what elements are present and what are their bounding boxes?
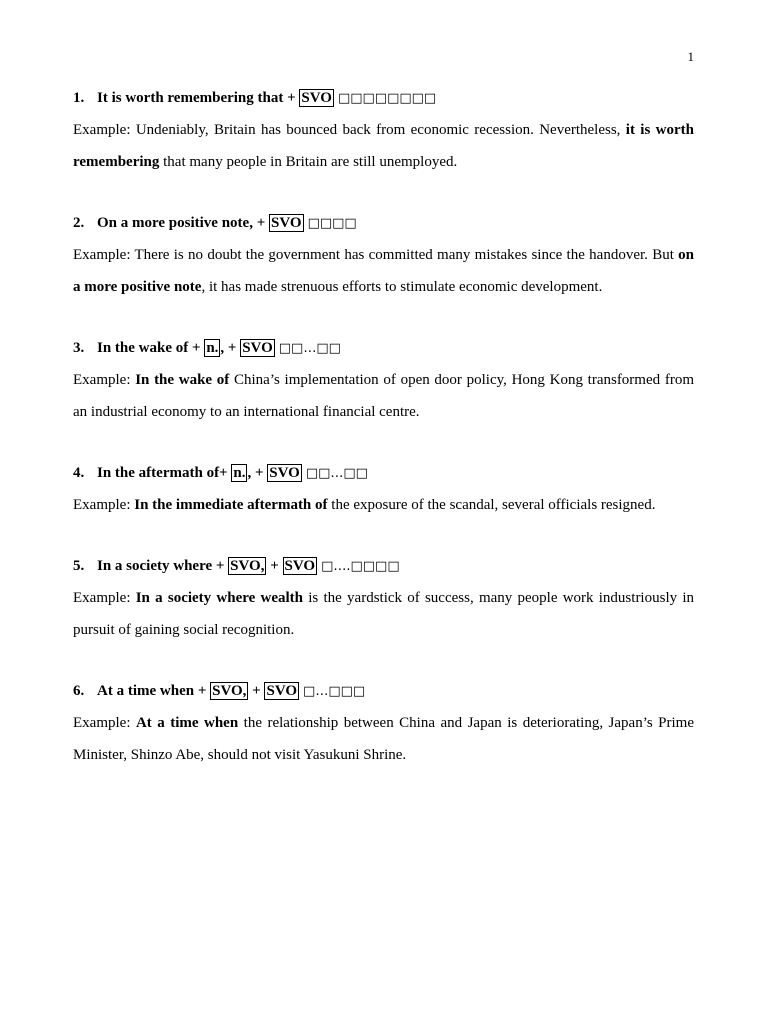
item-heading [73,333,694,364]
example-sentence [73,707,694,771]
item-heading [73,83,694,114]
chinese-translation: □□…□□ [305,466,368,481]
item-number: 4. [73,465,85,481]
example-highlight: In the immediate aftermath of [134,497,328,513]
item-number: 2. [73,215,85,231]
heading-phrase: In the wake of + [97,340,205,356]
example-text: Example: [73,497,135,513]
example-sentence [73,364,694,428]
page-number: 1 [687,49,694,64]
example-sentence [73,582,694,646]
svo-box: SVO, [230,558,265,574]
item-6 [73,676,694,771]
item-3 [73,333,694,428]
item-1 [73,83,694,178]
heading-connector: , + [220,340,241,356]
item-number: 5. [73,558,85,574]
heading-connector: + [266,558,283,574]
example-text: the relationship between China and Japan is deteriorating, Japan’s Prime Minister, Shinzo Abe, should not visit Yasukuni Shrine. [73,715,694,763]
svo-box: SVO, [212,683,247,699]
document-body [73,83,694,771]
item-2 [73,208,694,303]
example-highlight: In a society where wealth [135,590,304,606]
item-heading [73,458,694,489]
svo-box: SVO [269,465,300,481]
example-text: Example: [73,715,136,731]
noun-box: n. [233,465,246,481]
item-heading [73,208,694,239]
example-sentence [73,114,694,178]
example-highlight: it is worth remembering [73,122,694,170]
heading-phrase: In the aftermath of+ [97,465,232,481]
chinese-translation: □□□□□□□□ [337,91,437,106]
svo-box: SVO [266,683,298,699]
example-sentence [73,489,694,521]
example-text: that many people in Britain are still unemployed. [159,154,458,170]
chinese-translation: □□□□ [307,216,357,231]
chinese-translation: □□…□□ [278,341,341,356]
heading-connector: , + [247,465,268,481]
heading-phrase: In a society where + [97,558,229,574]
svo-box: SVO [301,90,332,106]
example-text: is the yardstick of success, many people work industriously in pursuit of gaining social recognition. [73,590,695,638]
example-text: Example: Undeniably, Britain has bounced back from economic recession. Nevertheless, [73,122,626,138]
example-text: Example: [73,372,136,388]
example-text: the exposure of the scandal, several officials resigned. [327,497,656,513]
svo-box: SVO [284,558,316,574]
heading-connector: + [248,683,265,699]
example-highlight: on a more positive note [73,247,694,295]
heading-phrase: At a time when + [97,683,211,699]
item-heading [73,551,694,582]
svo-box: SVO [271,215,302,231]
item-5 [73,551,694,646]
example-highlight: In the wake of [135,372,230,388]
item-number: 6. [73,683,85,699]
example-sentence [73,239,694,303]
example-text: , it has made strenuous efforts to stimulate economic development. [201,279,603,295]
chinese-translation: □…□□□ [303,684,366,699]
item-number: 1. [73,90,85,106]
item-4 [73,458,694,521]
example-text: Example: There is no doubt the government has committed many mistakes since the handover. But [73,247,679,263]
item-heading [73,676,694,707]
example-text: Example: [73,590,136,606]
svo-box: SVO [242,340,273,356]
example-text: China’s implementation of open door policy, Hong Kong transformed from an industrial economy to an international financial centre. [73,372,694,420]
noun-box: n. [206,340,219,356]
heading-phrase: It is worth remembering that + [97,90,300,106]
item-number: 3. [73,340,85,356]
chinese-translation: □….□□□□ [321,559,400,574]
heading-phrase: On a more positive note, + [97,215,270,231]
example-highlight: At a time when [135,715,239,731]
